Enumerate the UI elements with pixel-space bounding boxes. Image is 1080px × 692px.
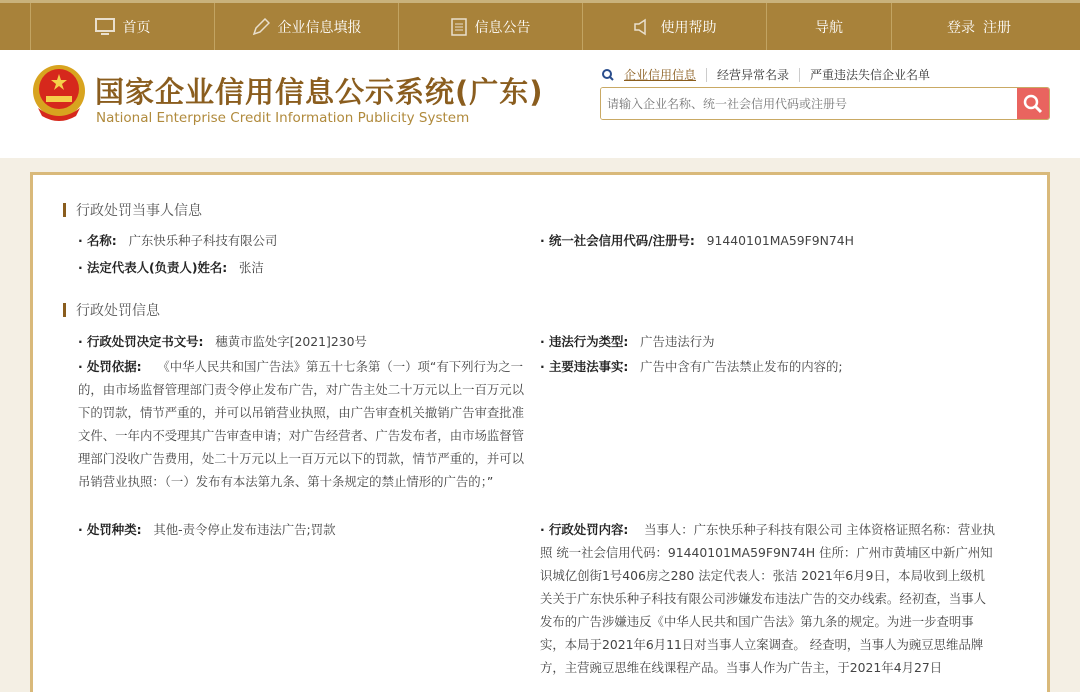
nav-home[interactable]: 首页 [30,3,214,50]
site-header [0,50,1080,158]
penalty-facts: · 主要违法事实: 广告中含有广告法禁止发布的内容的; [540,355,843,378]
detail-panel [30,172,1050,692]
national-emblem-icon [32,64,86,122]
search-icon [1023,94,1043,114]
penalty-basis: · 处罚依据: 《中华人民共和国广告法》第五十七条第（一）项“有下列行为之一的，由市场监督管理部门责令停止发布广告，对广告主处二十万元以上一百万元以下的罚款，情节严重的，并可以吊销营业执照，由广告审查机关撤销广告审查批准文件、一年内不受理其广告审查申请；对广告经营者、广告发布者，由市场监督管理部门没收广告费用，处二十万元以上一百万元以下的罚款，情节严重的，并可以吊销营业执照：（一）发布有本法第九条、第十条规定的禁止情形的广告的；” [78,355,530,493]
link-credit-info[interactable]: 企业信用信息 [624,68,697,82]
penalty-doc: · 行政处罚决定书文号: 穗黄市监处字[2021]230号 [78,330,367,353]
site-subtitle: National Enterprise Credit Information Publicity System [96,110,470,126]
search-input[interactable] [601,88,1017,119]
divider [799,68,800,82]
nav-notice[interactable]: 信息公告 [398,3,582,50]
penalty-content: · 行政处罚内容: 当事人：广东快乐种子科技有限公司 主体资格证照名称：营业执照 统一社会信用代码：91440101MA59F9N74H 住所：广州市黄埔区中新广州知识城亿创街1号406房之280 法定代表人：张洁 2021年6月9日，本局收到上级机关关于广东快乐种子科技有限公司涉嫌发布违法广告的交办线索。经初查，当事人发布的广告涉嫌违反《中华人民共和国广告法》第九条的规定。为进一步查明事实，本局于2021年6月11日对当事人立案调查。 经查明，当事人为豌豆思维品牌方，主营豌豆思维在线课程产品。当事人作为广告主，于2021年4月27日 [540,518,995,679]
penalty-type: · 违法行为类型: 广告违法行为 [540,330,715,353]
speaker-icon [633,18,653,36]
link-blacklist[interactable]: 严重违法失信企业名单 [810,68,931,82]
nav-help[interactable]: 使用帮助 [582,3,766,50]
party-name: · 名称: 广东快乐种子科技有限公司 [78,229,277,252]
nav-report[interactable]: 企业信息填报 [214,3,398,50]
search-icon [602,69,614,81]
pen-icon [252,18,270,36]
login-link[interactable]: 登录 [947,19,975,36]
search-button[interactable] [1017,88,1049,119]
register-link[interactable]: 注册 [983,19,1011,36]
nav-auth [891,3,1066,50]
penalty-kind: · 处罚种类: 其他-责令停止发布违法广告;罚款 [78,518,336,541]
section-heading-penalty: 行政处罚信息 [63,300,160,320]
search-type-links [602,66,930,83]
party-rep: · 法定代表人(负责人)姓名: 张洁 [78,256,264,279]
link-abnormal-list[interactable]: 经营异常名录 [717,68,790,82]
divider [706,68,707,82]
top-nav [0,0,1080,50]
search-box [600,87,1050,120]
site-title: 国家企业信用信息公示系统(广东) [95,75,544,109]
document-icon [451,18,467,36]
section-heading-party: 行政处罚当事人信息 [63,200,202,220]
nav-guide[interactable]: 导航 [766,3,891,50]
monitor-icon [95,18,115,36]
party-code: · 统一社会信用代码/注册号: 91440101MA59F9N74H [540,229,854,252]
